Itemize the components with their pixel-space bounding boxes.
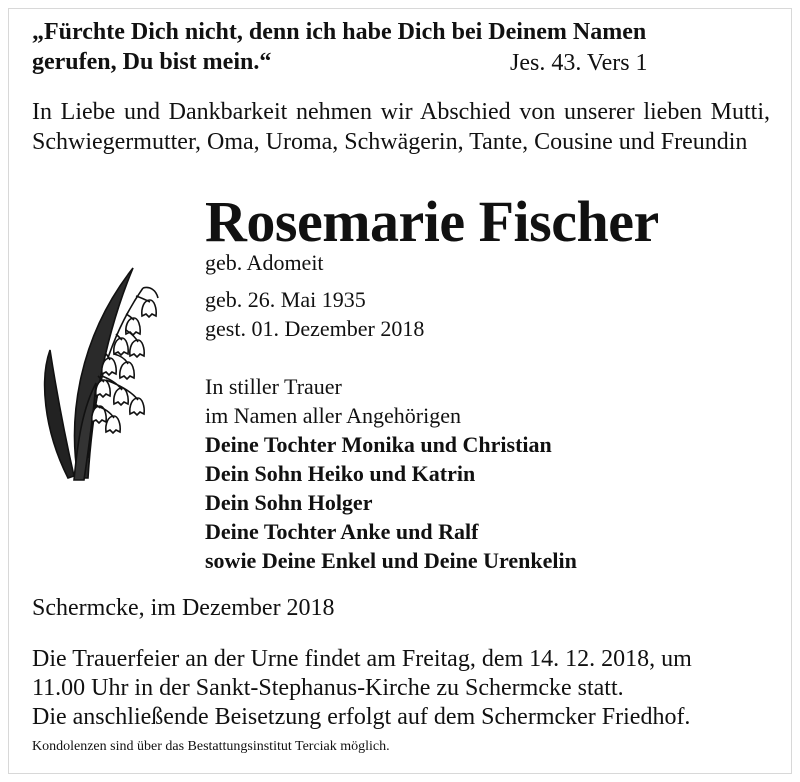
service-line-1: Die Trauerfeier an der Urne findet am Freitag, dem 14. 12. 2018, um	[32, 646, 692, 672]
funeral-service-info	[32, 645, 770, 732]
family-member: Dein Sohn Holger	[205, 490, 373, 515]
deceased-name: Rosemarie Fischer	[205, 189, 659, 254]
service-line-3: Die anschließende Beisetzung erfolgt auf dem Schermcker Friedhof.	[32, 704, 691, 730]
life-dates	[205, 285, 424, 343]
family-member: Deine Tochter Anke und Ralf	[205, 519, 479, 544]
family-list	[205, 430, 577, 575]
birth-name: geb. Adomeit	[205, 250, 324, 275]
intro-text: In Liebe und Dankbarkeit nehmen wir Abschied von unserer lieben Mutti, Schwiegermutter, Oma, Uroma, Schwägerin, Tante, Cousine und Freundin	[32, 99, 770, 155]
family-member: sowie Deine Enkel und Deine Urenkelin	[205, 548, 577, 573]
place-date: Schermcke, im Dezember 2018	[32, 595, 335, 621]
service-line-2: 11.00 Uhr in der Sankt-Stephanus-Kirche zu Schermcke statt.	[32, 675, 624, 701]
mourning-line-1: In stiller Trauer	[205, 374, 342, 399]
lily-of-the-valley-icon	[38, 258, 168, 483]
leaf-shape	[45, 350, 74, 478]
condolence-note: Kondolenzen sind über das Bestattungsinstitut Terciak möglich.	[32, 739, 390, 754]
quote-reference: Jes. 43. Vers 1	[510, 50, 648, 76]
quote-line-2: gerufen, Du bist mein.“	[32, 49, 272, 75]
birth-date: geb. 26. Mai 1935	[205, 287, 366, 312]
family-member: Deine Tochter Monika und Christian	[205, 432, 552, 457]
mourning-line-2: im Namen aller Angehörigen	[205, 403, 461, 428]
family-member: Dein Sohn Heiko und Katrin	[205, 461, 476, 486]
quote-line-1: „Fürchte Dich nicht, denn ich habe Dich bei Deinem Namen	[32, 19, 647, 45]
death-date: gest. 01. Dezember 2018	[205, 316, 425, 341]
mourning-lines	[205, 372, 461, 430]
